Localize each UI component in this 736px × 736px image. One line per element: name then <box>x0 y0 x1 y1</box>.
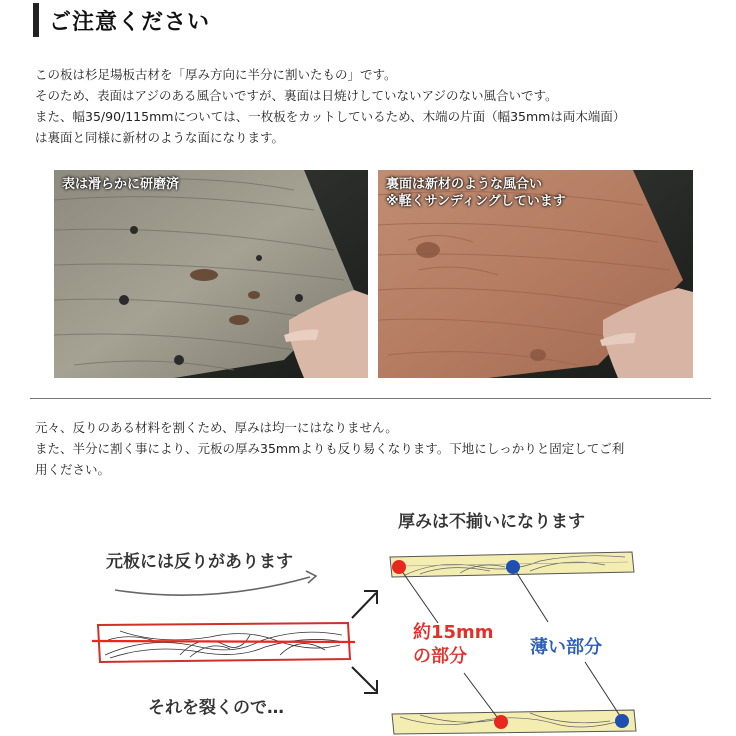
warp-arrow <box>115 571 316 595</box>
heading-bar <box>33 3 39 37</box>
split-diagram <box>60 495 670 736</box>
blue-dot-bottom <box>615 714 629 728</box>
warp-label: 元板には反りがあります <box>106 552 293 572</box>
surface-photo-caption <box>62 176 179 193</box>
intro-line: は裏面と同様に新材のような面になります。 <box>35 130 285 145</box>
warning-line: 用ください。 <box>35 462 111 477</box>
intro-line: そのため、表面はアジのある風合いですが、裏面は日焼けしていないアジのない風合いです。 <box>35 88 558 103</box>
back-photo <box>378 170 693 378</box>
page-title: ご注意ください <box>49 9 211 35</box>
red-part-line: の部分 <box>413 646 467 667</box>
split-arrows <box>352 591 377 693</box>
warning-line: 元々、反りのある材料を割くため、厚みは均一にはなりません。 <box>35 420 398 435</box>
split-label: それを裂くので… <box>148 698 284 718</box>
warning-paragraph <box>35 417 715 480</box>
intro-line: また、幅35/90/115mmについては、一枚板をカットしているため、木端の片面（幅35mmは両木端面） <box>35 109 626 124</box>
caption-line: ※軽くサンディングしています <box>386 194 566 209</box>
red-part-label <box>413 621 494 669</box>
intro-line: この板は杉足場板古材を「厚み方向に半分に割いたもの」です。 <box>35 67 397 82</box>
red-dot-bottom <box>494 715 508 729</box>
uneven-thickness-label: 厚みは不揃いになります <box>398 512 585 532</box>
page-heading <box>33 4 210 36</box>
caption-line: 表は滑らかに研磨済 <box>62 177 180 192</box>
red-part-line: 約15mm <box>413 622 494 643</box>
intro-paragraph <box>35 64 715 148</box>
warning-line: また、半分に割く事により、元板の厚み35mmよりも反り易くなります。下地にしっかりと固定してご利 <box>35 441 625 456</box>
thin-part-label: 薄い部分 <box>530 637 602 658</box>
section-divider <box>30 398 711 399</box>
surface-photo <box>54 170 368 378</box>
blue-dot-top <box>506 560 520 574</box>
back-photo-caption <box>386 176 566 210</box>
bottom-half-board <box>392 710 636 734</box>
red-dot-top <box>392 560 406 574</box>
original-board <box>92 623 355 662</box>
caption-line: 裏面は新材のような風合い <box>386 177 543 192</box>
